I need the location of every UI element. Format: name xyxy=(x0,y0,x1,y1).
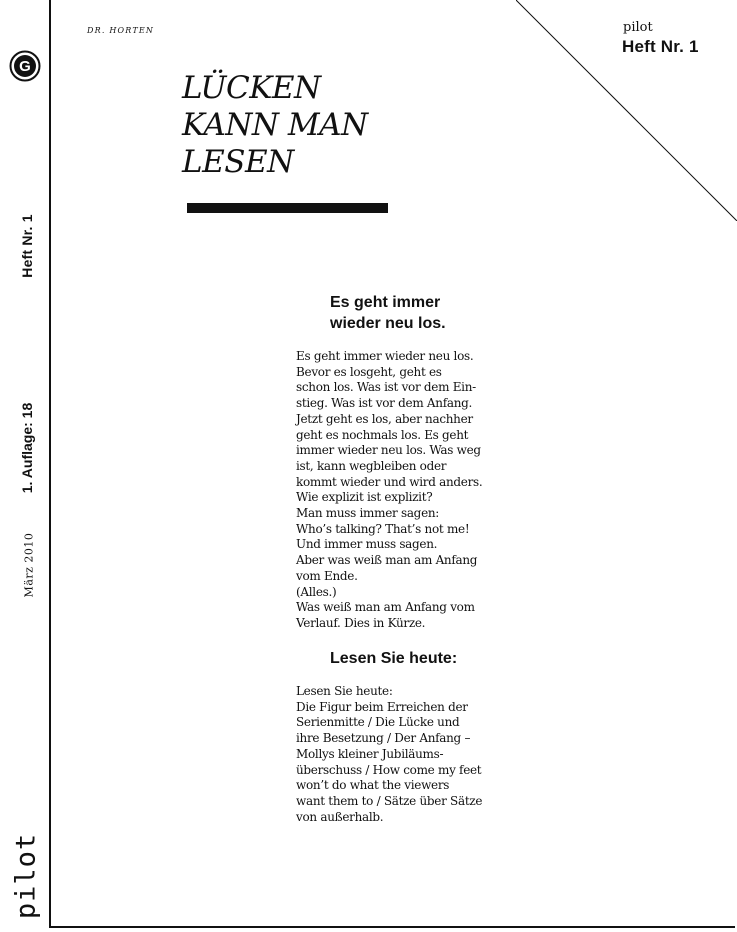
text-line: ihre Besetzung / Der Anfang – xyxy=(296,731,471,746)
text-line: (Alles.) xyxy=(296,584,337,599)
text-line: geht es nochmals los. Es geht xyxy=(296,427,469,442)
text-line: kommt wieder und wird anders. xyxy=(296,474,483,489)
section-heading-contents: Lesen Sie heute: xyxy=(330,650,458,667)
text-line: Man muss immer sagen: xyxy=(296,506,440,521)
heading-line-2: wieder neu los. xyxy=(330,315,446,332)
text-line: Lesen Sie heute: xyxy=(296,684,393,698)
series-title: pilot xyxy=(623,20,653,35)
text-line: Aber was weiß man am Anfang xyxy=(296,553,478,568)
text-line: schon los. Was ist vor dem Ein- xyxy=(296,380,476,395)
title-rule xyxy=(187,203,388,213)
text-line: Wie explizit ist explizit? xyxy=(296,490,433,505)
text-line: von außerhalb. xyxy=(296,809,384,824)
text-line: want them to / Sätze über Sätze xyxy=(296,793,483,808)
spine-issue-number: Heft Nr. 1 xyxy=(19,214,35,278)
text-line: Die Figur beim Erreichen der xyxy=(296,699,468,714)
spine-edition: 1. Auflage: 18 xyxy=(19,402,35,494)
text-line: Was weiß man am Anfang vom xyxy=(296,600,475,615)
text-line: Verlauf. Dies in Kürze. xyxy=(296,615,426,630)
intro-paragraph xyxy=(296,349,508,632)
spine-series-title: pilot xyxy=(10,832,42,920)
spine xyxy=(0,0,49,932)
title-line-3: LESEN xyxy=(182,144,294,180)
title-line-1: LÜCKEN xyxy=(182,70,321,106)
text-line: Es geht immer wieder neu los. xyxy=(296,349,474,363)
cover-page xyxy=(49,0,735,928)
contents-paragraph xyxy=(296,684,508,825)
publisher-logo-icon xyxy=(9,50,41,82)
text-line: won’t do what the viewers xyxy=(296,778,450,793)
spine-date: März 2010 xyxy=(22,532,36,598)
heading-line-1: Es geht immer xyxy=(330,294,441,311)
text-line: Mollys kleiner Jubiläums- xyxy=(296,746,444,761)
text-line: Serienmitte / Die Lücke und xyxy=(296,715,460,730)
title-line-2: KANN MAN xyxy=(182,107,368,143)
text-line: Jetzt geht es los, aber nachher xyxy=(296,411,473,426)
text-line: vom Ende. xyxy=(296,568,358,583)
text-line: ist, kann wegbleiben oder xyxy=(296,458,447,473)
author-name: DR. HORTEN xyxy=(87,26,155,35)
text-line: Bevor es losgeht, geht es xyxy=(296,364,442,379)
text-line: immer wieder neu los. Was weg xyxy=(296,443,481,458)
text-line: Who’s talking? That’s not me! xyxy=(296,521,470,536)
text-line: Und immer muss sagen. xyxy=(296,537,438,552)
text-line: überschuss / How come my feet xyxy=(296,762,482,777)
section-heading-intro xyxy=(330,292,490,334)
text-line: stieg. Was ist vor dem Anfang. xyxy=(296,396,473,411)
logo-letter: G xyxy=(19,58,31,75)
page-title xyxy=(182,70,368,181)
issue-number: Heft Nr. 1 xyxy=(622,37,699,56)
